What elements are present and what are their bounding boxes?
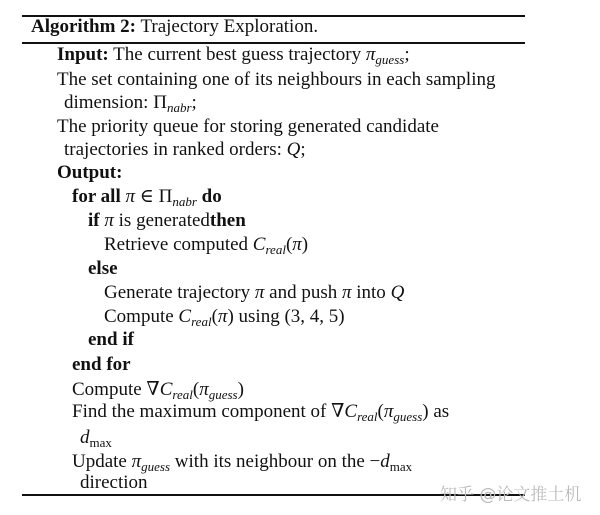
retrieve-line (104, 233, 308, 257)
math-C: C (178, 306, 192, 327)
math-pi: π (199, 379, 209, 400)
math-pi: π (104, 210, 114, 231)
algorithm-label: Algorithm 2: (31, 16, 137, 37)
keyword: do (201, 186, 222, 207)
math-pi: π (125, 186, 136, 207)
text: Generate trajectory (104, 282, 251, 303)
math-C: C (344, 401, 358, 422)
paren: ( (192, 379, 200, 400)
math-pi: π (341, 282, 352, 303)
math-pi: π (383, 401, 394, 422)
math-sub: guess (208, 387, 238, 402)
math-sub: real (191, 314, 212, 329)
text: Retrieve computed (104, 234, 249, 255)
text: Update (72, 451, 127, 472)
direction-line (80, 471, 148, 495)
text: The priority queue for storing generated candidate (57, 116, 439, 137)
text: Compute (104, 306, 174, 327)
input-line (57, 43, 410, 67)
math-pi: π (217, 306, 228, 327)
dmax-line (80, 426, 112, 450)
set-line-2 (64, 91, 197, 115)
queue-line-1 (57, 115, 439, 139)
queue-line-2 (64, 138, 306, 162)
compute-line (104, 305, 345, 329)
text: with its neighbour on the (174, 451, 365, 472)
math-minus: − (369, 451, 381, 472)
paren: ) (301, 234, 309, 255)
paren: ( (285, 234, 293, 255)
paren: ( (211, 306, 218, 327)
math-pi: π (365, 44, 376, 65)
math-C: C (159, 379, 173, 400)
math-sub: max (389, 459, 413, 474)
keyword: end for (72, 354, 131, 375)
text: is generated (118, 210, 210, 231)
punct: ; (300, 139, 306, 160)
math-Pi: Π (158, 186, 173, 207)
else-line (88, 257, 118, 281)
math-Q: Q (286, 139, 301, 160)
text: trajectories in ranked orders: (64, 139, 282, 160)
math-sub: real (357, 409, 378, 424)
keyword: for all (72, 186, 121, 207)
generate-line (104, 281, 404, 305)
paren: ) (227, 306, 234, 327)
find-line (72, 400, 449, 424)
text: into (356, 282, 386, 303)
end-if-line (88, 328, 134, 352)
set-line-1 (57, 68, 495, 92)
math-d: d (380, 451, 390, 472)
text: using (3, 4, 5) (238, 306, 345, 327)
math-Q: Q (390, 282, 405, 303)
punct: ; (191, 92, 197, 113)
keyword: end if (88, 329, 134, 350)
text: Compute (72, 379, 142, 400)
math-d: d (80, 427, 90, 448)
math-sub: guess (375, 52, 405, 67)
algorithm-caption (31, 15, 318, 39)
math-nabla: ∇ (146, 379, 160, 400)
keyword: else (88, 258, 118, 279)
text: as (433, 401, 450, 422)
math-pi: π (292, 234, 302, 255)
math-pi: π (131, 451, 142, 472)
keyword: then (209, 210, 246, 231)
math-sub: nabr (172, 194, 197, 209)
for-all-line (72, 185, 222, 209)
input-text: The current best guess trajectory (113, 44, 362, 65)
compute-gradient-line (72, 378, 244, 402)
math-nabla: ∇ (331, 401, 345, 422)
text: dimension: (64, 92, 149, 113)
if-line (88, 209, 246, 233)
math-sub: real (172, 387, 193, 402)
text: The set containing one of its neighbours in each sampling (57, 69, 496, 90)
punct: ; (404, 44, 410, 65)
output-keyword: Output: (57, 162, 123, 183)
math-C: C (252, 234, 266, 255)
end-for-line (72, 353, 131, 377)
text: direction (80, 472, 148, 493)
math-Pi: Π (153, 92, 167, 113)
math-sub: nabr (166, 100, 192, 115)
math-sub: real (265, 242, 286, 257)
output-line (57, 161, 122, 185)
math-sub: max (89, 435, 112, 450)
paren: ) (422, 401, 429, 422)
math-sub: guess (393, 409, 423, 424)
math-pi: π (254, 282, 265, 303)
paren: ) (237, 379, 244, 400)
text: and push (269, 282, 338, 303)
math-in: ∈ (139, 186, 154, 207)
algorithm-title: Trajectory Exploration. (140, 16, 319, 37)
watermark: 知乎 @论文推土机 (440, 485, 582, 505)
keyword: if (88, 210, 100, 231)
math-sub: guess (141, 459, 171, 474)
input-keyword: Input: (57, 44, 109, 65)
text: Find the maximum component of (72, 401, 327, 422)
paren: ( (377, 401, 384, 422)
